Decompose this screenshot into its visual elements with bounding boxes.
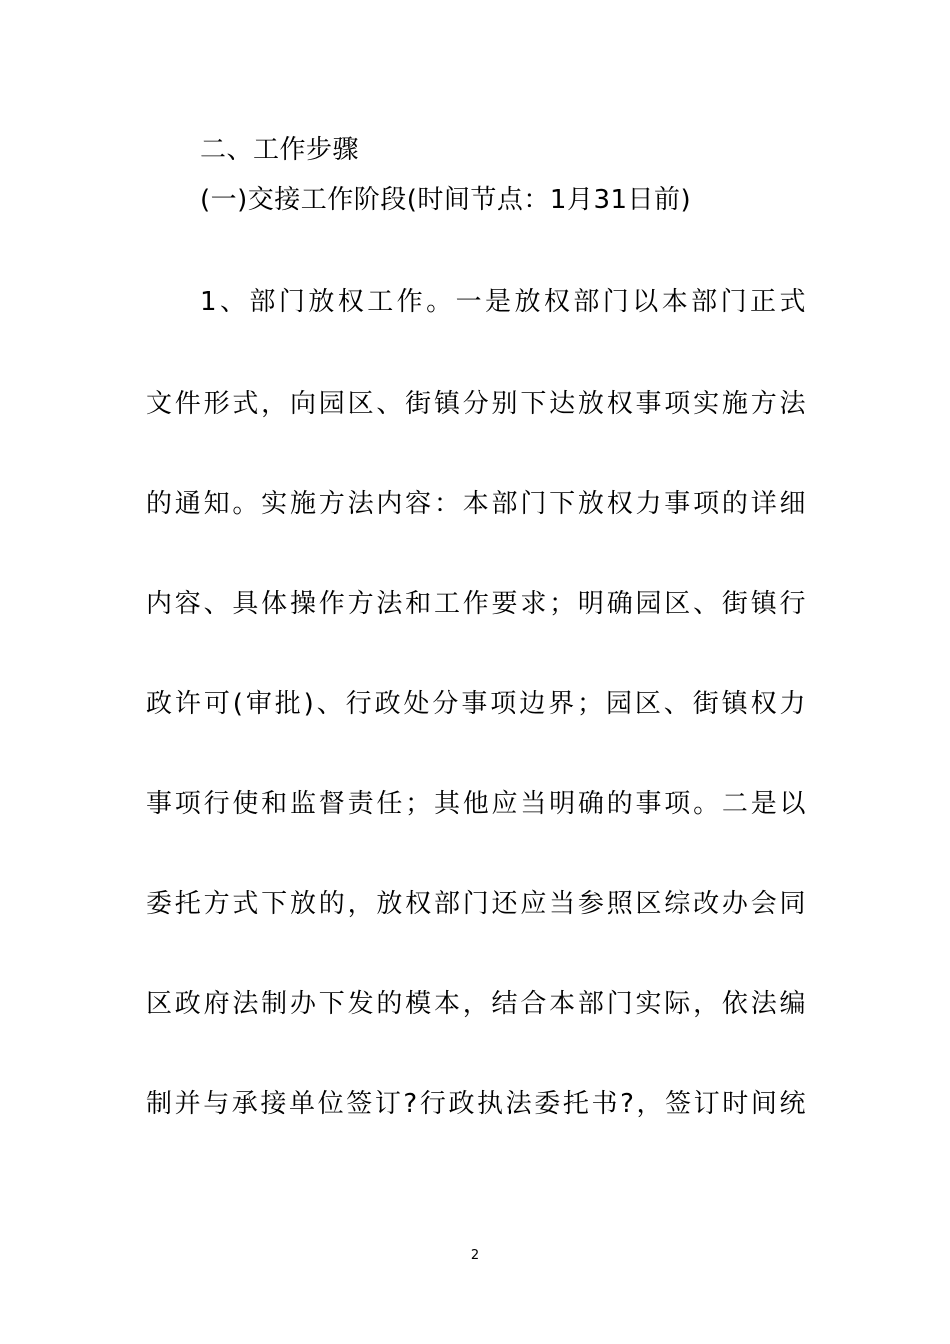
- paragraph-line: 委托方式下放的，放权部门还应当参照区综改办会同: [146, 889, 806, 919]
- paragraph-line: 内容、具体操作方法和工作要求；明确园区、街镇行: [146, 589, 806, 619]
- section-heading: 二、工作步骤: [200, 135, 360, 165]
- paragraph-line: 1、部门放权工作。一是放权部门以本部门正式: [200, 287, 806, 317]
- paragraph-line: 区政府法制办下发的模本，结合本部门实际，依法编: [146, 989, 806, 1019]
- paragraph-line: 的通知。实施方法内容：本部门下放权力事项的详细: [146, 489, 806, 519]
- paragraph-line: 文件形式，向园区、街镇分别下达放权事项实施方法: [146, 389, 806, 419]
- subsection-heading: (一)交接工作阶段(时间节点：1月31日前): [200, 185, 692, 215]
- page-number: 2: [470, 1248, 480, 1263]
- paragraph-line: 政许可(审批)、行政处分事项边界；园区、街镇权力: [146, 689, 806, 719]
- paragraph-line: 制并与承接单位签订?行政执法委托书?，签订时间统: [146, 1089, 806, 1119]
- paragraph-line: 事项行使和监督责任；其他应当明确的事项。二是以: [146, 789, 806, 819]
